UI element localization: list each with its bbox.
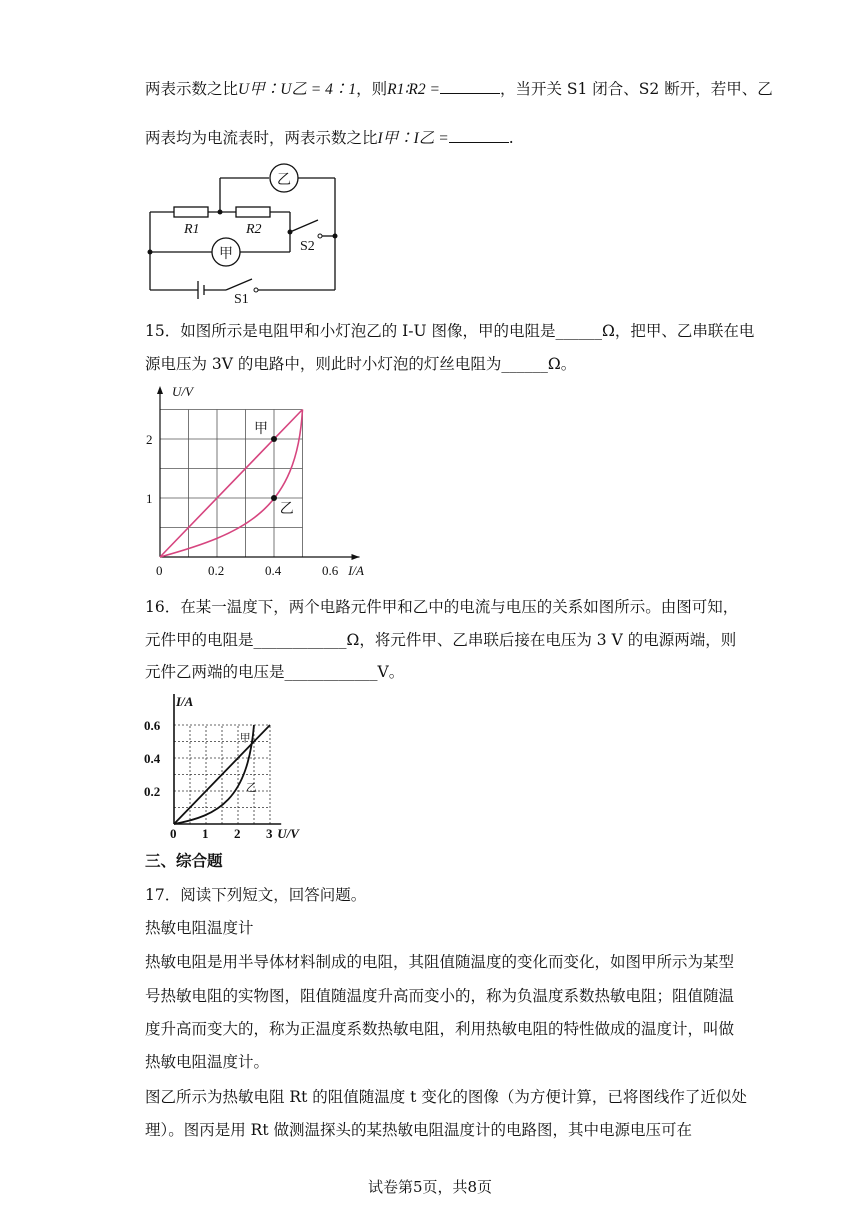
series-line-jia [160, 410, 303, 558]
resistor-r2 [236, 207, 270, 217]
q14-text-d: 两表均为电流表时，两表示数之比 [145, 129, 378, 147]
circuit-diagram [140, 160, 350, 305]
q14-line-2 [145, 126, 514, 150]
page-footer: 试卷第5页，共8页 [367, 1178, 493, 1196]
q17-p1-line4: 热敏电阻温度计。 [145, 1053, 270, 1071]
resistance-ratio: R1∶R2 = [387, 81, 440, 98]
series-label-jia: 甲 [254, 422, 269, 438]
y-tick-label: 1 [146, 491, 153, 506]
x-tick-label: 1 [202, 826, 209, 840]
iu-element-chart [140, 690, 320, 840]
x-tick-label: 0 [170, 826, 177, 840]
series-label-yi: 乙 [279, 501, 294, 517]
q17-intro: 17．阅读下列短文，回答问题。 [145, 886, 367, 904]
y-tick-label: 0.4 [144, 751, 161, 766]
q14-line-1 [145, 77, 773, 101]
data-point [271, 495, 277, 501]
x-tick-label: 2 [234, 826, 241, 840]
q17-p2-line1: 图乙所示为热敏电阻 Rt 的阻值随温度 t 变化的图像（为方便计算，已将图线作了近似处 [145, 1088, 747, 1106]
q17-p2-line2: 理）。图丙是用 Rt 做测温探头的某热敏电阻温度计的电路图，其中电源电压可在 [145, 1121, 693, 1139]
x-axis-label: U/V [277, 826, 299, 840]
q14-text-c: ，当开关 S1 闭合、S2 断开，若甲、乙 [499, 80, 773, 98]
q15-line-2: 源电压为 3V 的电路中，则此时小灯泡的灯丝电阻为______Ω。 [145, 355, 577, 373]
y-axis-label: U/V [172, 384, 193, 399]
y-axis-label: I/A [176, 694, 194, 709]
x-axis-label: I/A [348, 563, 364, 578]
data-point [271, 436, 277, 442]
answer-blank-r-ratio[interactable] [440, 77, 500, 94]
q16-line-2: 元件甲的电阻是____________Ω，将元件甲、乙串联后接在电压为 3 V 的电源两端，则 [145, 631, 737, 649]
q17-p1-line2: 号热敏电阻的实物图，阻值随温度升高而变小的，称为负温度系数热敏电阻；阻值随温 [145, 987, 735, 1005]
current-ratio: I甲∶I乙 = [377, 130, 449, 147]
switch-s2 [290, 220, 318, 232]
series-label-jia: 甲 [239, 732, 251, 745]
x-tick-label: 0.4 [265, 563, 282, 578]
y-tick-label: 2 [146, 432, 153, 447]
y-tick-label: 0.6 [144, 718, 161, 733]
q17-title: 热敏电阻温度计 [145, 919, 254, 937]
q17-p1-line1: 热敏电阻是用半导体材料制成的电阻，其阻值随温度的变化而变化，如图甲所示为某型 [145, 953, 735, 971]
iu-graph-chart [138, 382, 378, 580]
r2-label: R2 [246, 222, 262, 237]
x-tick-label: 3 [266, 826, 273, 840]
x-tick-label: 0.6 [322, 563, 339, 578]
s2-label: S2 [300, 239, 315, 254]
q16-line-1: 16．在某一温度下，两个电路元件甲和乙中的电流与电压的关系如图所示。由图可知， [145, 598, 739, 616]
q14-text-a: 两表示数之比 [145, 80, 239, 98]
resistor-r1 [174, 207, 208, 217]
x-axis-arrow [352, 554, 360, 560]
x-tick-label: 0 [156, 563, 163, 578]
answer-blank-i-ratio[interactable] [449, 126, 509, 143]
s1-label: S1 [234, 292, 249, 305]
q17-p1-line3: 度升高而变大的，称为正温度系数热敏电阻，利用热敏电阻的特性做成的温度计，叫做 [145, 1020, 735, 1038]
y-axis-arrow [157, 386, 163, 394]
meter-yi-label: 乙 [277, 173, 291, 188]
r1-label: R1 [184, 222, 200, 237]
q14-text-b: ，则 [356, 80, 388, 98]
voltage-ratio: U甲∶U乙 = 4∶1 [238, 81, 357, 98]
q15-line-1: 15．如图所示是电阻甲和小灯泡乙的 I-U 图像，甲的电阻是______Ω，把甲、乙串联在电 [145, 322, 755, 340]
q14-text-end: . [508, 129, 514, 147]
section-title: 三、综合题 [145, 851, 223, 870]
switch-s1 [226, 279, 252, 290]
q16-line-3: 元件乙两端的电压是____________V。 [145, 663, 405, 681]
x-tick-label: 0.2 [208, 563, 225, 578]
meter-jia-label: 甲 [219, 247, 233, 262]
y-tick-label: 0.2 [144, 784, 161, 799]
series-label-yi: 乙 [246, 782, 257, 794]
